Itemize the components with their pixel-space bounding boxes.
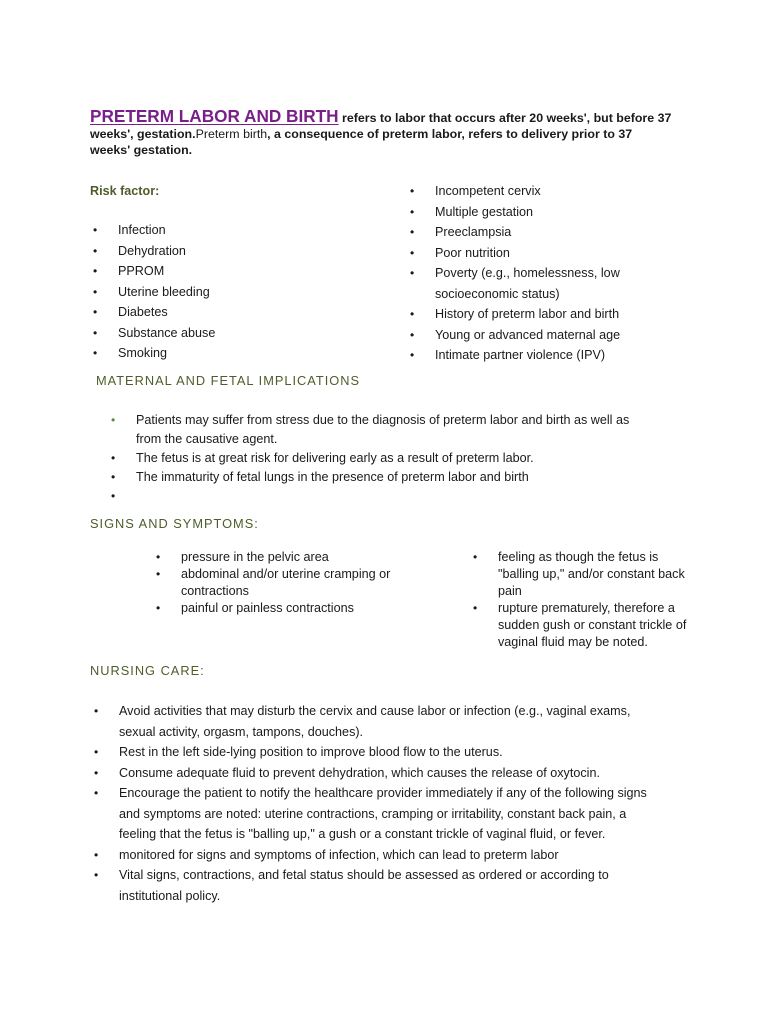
list-item bbox=[155, 600, 395, 617]
list-item bbox=[90, 763, 650, 784]
list-item-text: Avoid activities that may disturb the cervix and cause labor or infection (e.g., vaginal exams, sexual activity, orgasm, tampons, douches). bbox=[119, 704, 631, 739]
list-item bbox=[407, 202, 667, 223]
list-item-text: History of preterm labor and birth bbox=[435, 307, 620, 321]
list-item-text: Encourage the patient to notify the healthcare provider immediately if any of the following signs and symptoms are noted: uterine contractions, cramping or irritability, constant back pain, a feeling that the fetus is "balling up," a gush or a constant trickle of vaginal fluid, or fever. bbox=[119, 786, 647, 841]
list-item bbox=[90, 304, 215, 325]
bullet-icon: • bbox=[410, 348, 415, 362]
bullet-icon: • bbox=[94, 704, 99, 718]
list-item-text: Poverty (e.g., homelessness, low socioeconomic status) bbox=[435, 266, 620, 301]
list-item-text: Intimate partner violence (IPV) bbox=[435, 348, 606, 362]
bullet-icon: • bbox=[473, 550, 478, 564]
risk-factor-list-right bbox=[407, 181, 667, 366]
list-item bbox=[90, 345, 215, 366]
signs-list-right bbox=[472, 549, 692, 651]
list-item-text: monitored for signs and symptoms of infection, which can lead to preterm labor bbox=[119, 847, 559, 862]
list-item-text: Dehydration bbox=[118, 243, 186, 258]
list-item bbox=[155, 549, 395, 566]
intro-paragraph bbox=[90, 108, 675, 158]
list-item bbox=[90, 243, 215, 264]
bullet-icon: • bbox=[410, 184, 415, 198]
bullet-icon: • bbox=[410, 225, 415, 239]
list-item-text: Rest in the left side-lying position to improve blood flow to the uterus. bbox=[119, 745, 503, 759]
list-item bbox=[472, 600, 692, 651]
bullet-icon: • bbox=[473, 601, 478, 615]
bullet-icon: • bbox=[93, 264, 98, 278]
bullet-icon: • bbox=[111, 413, 116, 427]
list-item bbox=[407, 181, 667, 202]
bullet-icon: • bbox=[94, 868, 99, 882]
list-item-text: The immaturity of fetal lungs in the presence of preterm labor and birth bbox=[136, 470, 529, 484]
bullet-icon: • bbox=[93, 325, 98, 340]
bullet-icon: • bbox=[111, 489, 116, 503]
bullet-icon: • bbox=[156, 601, 161, 615]
list-item-text: Young or advanced maternal age bbox=[435, 327, 621, 342]
list-item-text: abdominal and/or uterine cramping or contractions bbox=[181, 567, 391, 598]
intro-text-3: , a consequence of preterm labor, refers to delivery prior to 37 weeks' gestation. bbox=[90, 127, 633, 157]
list-item bbox=[155, 566, 395, 600]
risk-factor-list-left bbox=[90, 222, 215, 366]
bullet-icon: • bbox=[94, 786, 99, 800]
list-item bbox=[108, 487, 648, 504]
bullet-icon: • bbox=[410, 245, 415, 260]
bullet-icon: • bbox=[93, 284, 98, 299]
list-item bbox=[108, 411, 648, 449]
bullet-icon: • bbox=[410, 266, 415, 280]
list-item-text: Smoking bbox=[118, 346, 167, 360]
list-item bbox=[407, 263, 667, 304]
list-item bbox=[90, 222, 215, 243]
maternal-fetal-heading: MATERNAL AND FETAL IMPLICATIONS bbox=[96, 373, 360, 388]
list-item-text: Consume adequate fluid to prevent dehydration, which causes the release of oxytocin. bbox=[119, 765, 600, 780]
list-item-text: rupture prematurely, therefore a sudden gush or constant trickle of vaginal fluid may be noted. bbox=[498, 601, 687, 649]
list-item-text: Substance abuse bbox=[118, 325, 216, 340]
maternal-fetal-list bbox=[108, 411, 648, 504]
signs-symptoms-heading: SIGNS AND SYMPTOMS: bbox=[90, 516, 259, 531]
bullet-icon: • bbox=[94, 847, 99, 862]
list-item-text: Patients may suffer from stress due to the diagnosis of preterm labor and birth as well as from the causative agent. bbox=[136, 413, 630, 446]
list-item bbox=[108, 468, 648, 487]
list-item bbox=[407, 243, 667, 264]
list-item bbox=[90, 263, 215, 284]
list-item-text: feeling as though the fetus is "balling up," and/or constant back pain bbox=[498, 550, 685, 598]
list-item bbox=[407, 325, 667, 346]
list-item bbox=[90, 742, 650, 763]
bullet-icon: • bbox=[410, 307, 415, 321]
bullet-icon: • bbox=[94, 745, 99, 759]
list-item-text: Preeclampsia bbox=[435, 225, 512, 239]
bullet-icon: • bbox=[111, 470, 116, 484]
list-item bbox=[472, 549, 692, 600]
bullet-icon: • bbox=[93, 346, 98, 360]
list-item bbox=[90, 783, 650, 845]
list-item-text: The fetus is at great risk for delivering early as a result of preterm labor. bbox=[136, 451, 534, 465]
bullet-icon: • bbox=[93, 223, 98, 237]
bullet-icon: • bbox=[93, 305, 98, 319]
bullet-icon: • bbox=[410, 327, 415, 342]
list-item bbox=[90, 845, 650, 866]
list-item-text: Incompetent cervix bbox=[435, 184, 541, 198]
nursing-care-heading: NURSING CARE: bbox=[90, 663, 205, 678]
list-item-text: Infection bbox=[118, 223, 166, 237]
bullet-icon: • bbox=[94, 765, 99, 780]
list-item-text: Diabetes bbox=[118, 305, 168, 319]
intro-text-1: refers to labor that occurs after 20 weeks', but before 37 weeks', gestation. bbox=[90, 111, 672, 141]
list-item bbox=[407, 304, 667, 325]
bullet-icon: • bbox=[156, 567, 161, 581]
list-item bbox=[108, 449, 648, 468]
list-item bbox=[407, 345, 667, 366]
list-item bbox=[90, 325, 215, 346]
list-item bbox=[90, 701, 650, 742]
risk-factor-label: Risk factor: bbox=[90, 184, 160, 198]
list-item-text: painful or painless contractions bbox=[181, 601, 354, 615]
bullet-icon: • bbox=[410, 204, 415, 219]
list-item bbox=[407, 222, 667, 243]
nursing-care-list bbox=[90, 701, 650, 906]
page-title: PRETERM LABOR AND BIRTH bbox=[90, 106, 339, 126]
list-item-text: pressure in the pelvic area bbox=[181, 550, 329, 564]
bullet-icon: • bbox=[93, 243, 98, 258]
list-item-text: Vital signs, contractions, and fetal status should be assessed as ordered or according to institutional policy. bbox=[119, 868, 609, 903]
bullet-icon: • bbox=[156, 550, 161, 564]
list-item bbox=[90, 865, 650, 906]
list-item-text: Poor nutrition bbox=[435, 245, 510, 260]
list-item-text: Multiple gestation bbox=[435, 204, 534, 219]
signs-list-left bbox=[155, 549, 395, 617]
bullet-icon: • bbox=[111, 451, 116, 465]
list-item-text: Uterine bleeding bbox=[118, 284, 210, 299]
intro-text-2: Preterm birth bbox=[195, 127, 268, 141]
list-item-text: PPROM bbox=[118, 264, 165, 278]
list-item bbox=[90, 284, 215, 305]
